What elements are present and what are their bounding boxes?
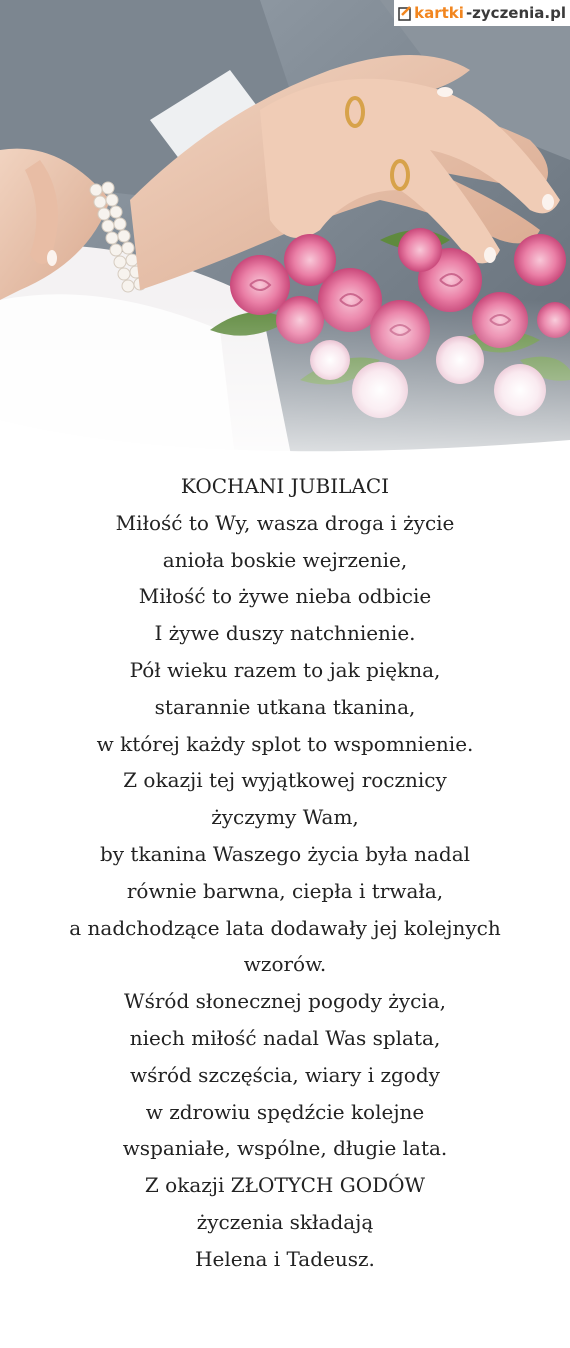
watermark-part2: -zyczenia.pl: [465, 4, 566, 22]
poem-line: Miłość to żywe nieba odbicie: [138, 584, 432, 609]
poem-line: wzorów.: [243, 952, 327, 977]
watermark-logo: [394, 0, 570, 26]
poem-line: Helena i Tadeusz.: [195, 1246, 375, 1271]
poem-line: Pół wieku razem to jak piękna,: [129, 657, 441, 682]
poem-line: I żywe duszy natchnienie.: [154, 621, 416, 646]
poem-line: KOCHANI JUBILACI: [180, 474, 390, 498]
poem-line: starannie utkana tkanina,: [154, 694, 416, 719]
poem-line: niech miłość nadal Was splata,: [129, 1025, 441, 1050]
poem-line: Z okazji tej wyjątkowej rocznicy: [123, 768, 447, 793]
watermark-part1: kartki: [414, 4, 464, 22]
poem-line: życzenia składają: [196, 1209, 374, 1234]
poem-line: wspaniałe, wspólne, długie lata.: [122, 1136, 448, 1161]
poem-line: by tkanina Waszego życia była nadal: [99, 841, 471, 866]
poem-line: w zdrowiu spędźcie kolejne: [145, 1099, 425, 1124]
greeting-poem: [0, 468, 570, 1278]
poem-line: życzymy Wam,: [211, 805, 359, 830]
wedding-hands-photo: [0, 0, 570, 500]
poem-line: anioła boskie wejrzenie,: [162, 547, 408, 572]
poem-line: Wśród słonecznej pogody życia,: [124, 989, 446, 1014]
poem-line: Miłość to Wy, wasza droga i życie: [115, 510, 455, 535]
card-icon: [398, 6, 412, 21]
poem-line: w której każdy splot to wspomnienie.: [96, 731, 474, 756]
poem-line: Z okazji ZŁOTYCH GODÓW: [144, 1173, 426, 1198]
poem-line: wśród szczęścia, wiary i zgody: [130, 1062, 440, 1087]
poem-line: równie barwna, ciepła i trwała,: [126, 878, 444, 903]
poem-line: a nadchodzące lata dodawały jej kolejnych: [69, 915, 501, 940]
